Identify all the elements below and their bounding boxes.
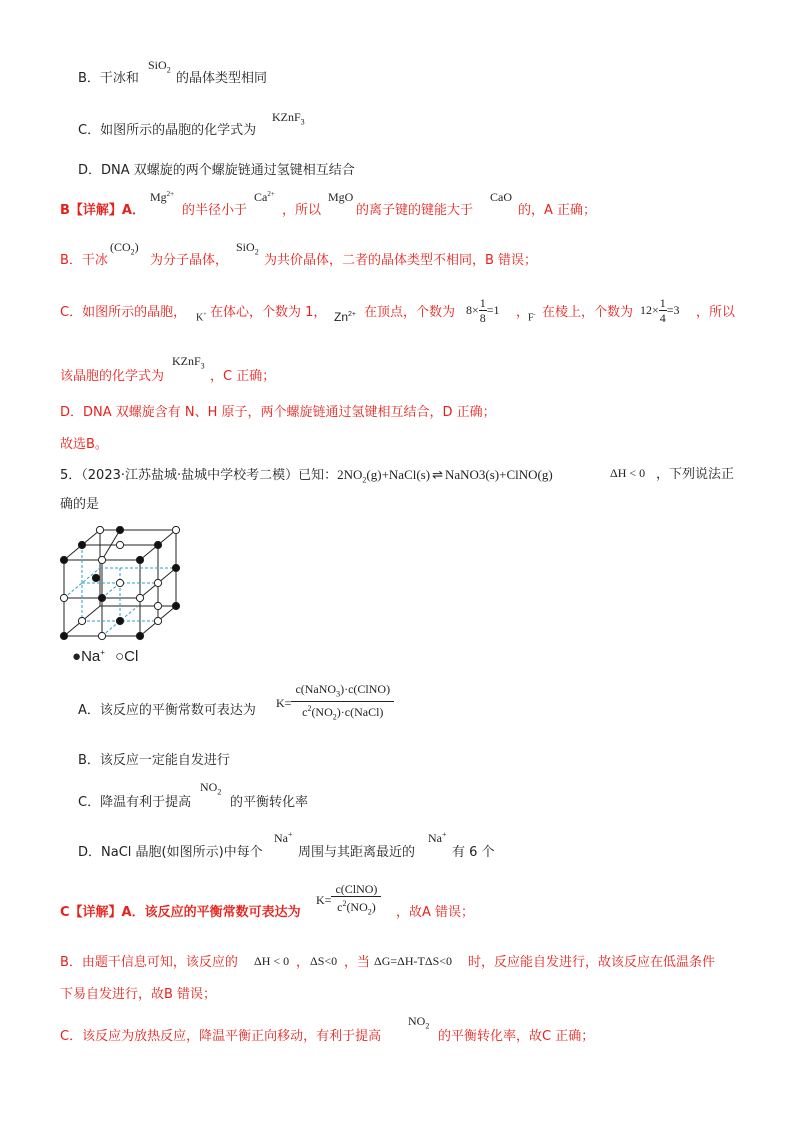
q5-option-d-na2: Na+ [428, 830, 447, 845]
solution-5-b-t2: ， [296, 955, 310, 970]
question-source: （2023·江苏盐城·盐城中学校考二模）已知： [81, 468, 338, 483]
co2-formula: $(CO_2)$ [110, 240, 139, 257]
q5-option-b: B．该反应一定能自发进行 [78, 753, 230, 768]
legend-cl-dot: ○ [115, 648, 125, 665]
answer-line-1 [60, 202, 145, 220]
solution-5-c: C．该反应为放热反应，降温平衡正向移动，有利于提高 [60, 1029, 382, 1044]
answer-1-t4: 的，A 正确； [518, 203, 597, 218]
option-b-tail: 的晶体类型相同 [176, 71, 268, 86]
question-5-tail: ，下列说法正 [656, 467, 735, 482]
q5-option-a-expression: K= $\frac{c(NaNO_3)\cdot c(ClNO)}{c^2(NO_2)\cdot c(NaCl)}$ [276, 682, 394, 725]
solution-5-c-tail: 的平衡转化率，故C 正确； [438, 1029, 595, 1044]
cao-formula: CaO [490, 190, 512, 204]
solution-5-b-line-2: 下易自发进行，故B 错误； [60, 987, 217, 1002]
delta-h: ΔH < 0 [610, 466, 646, 480]
answer-3b-t1: 该晶胞的化学式为 [60, 369, 165, 384]
equilibrium-arrow: ⇌ [432, 468, 443, 483]
solution-5-a: C【详解】A．该反应的平衡常数可表达为 [60, 905, 301, 920]
answer-conclusion: 故选B。 [60, 437, 108, 452]
option-d: D．DNA 双螺旋的两个螺旋链通过氢键相互结合 [78, 163, 355, 178]
ion-na [172, 564, 179, 571]
calc-zn: 8× $\frac{1}{8}$ =1 [466, 296, 500, 325]
solution-5-b: B．由题干信息可知，该反应的 [60, 955, 238, 970]
option-b-label: B．干冰和 [78, 71, 139, 86]
ion-cl [96, 526, 103, 533]
option-b [78, 70, 139, 88]
ion-cl [154, 579, 161, 586]
answer-1-t3: 的离子键的键能大于 [356, 203, 474, 218]
solution-5-b-t4: 时，反应能自发进行，故该反应在低温条件 [468, 955, 716, 970]
ion-cl [116, 579, 123, 586]
ion-na [116, 526, 123, 533]
answer-1-t1: 的半径小于 [182, 203, 248, 218]
figure-legend: ●Na+ ○Cl [72, 648, 139, 665]
ion-na [92, 574, 99, 581]
answer-lead: B【详解】A． [60, 203, 145, 218]
ion-na [98, 594, 105, 601]
q5-option-d-t3: 有 6 个 [452, 845, 495, 860]
answer-3-t5: 在棱上，个数为 [542, 305, 634, 320]
q5-option-d-na1: Na+ [274, 830, 293, 845]
answer-2-t1: B．干冰 [60, 253, 108, 268]
q5-option-a: A．该反应的平衡常数可表达为 [78, 703, 256, 718]
solution-5-b-t3: ，当 [344, 955, 371, 970]
q5-option-d-t2: 周围与其距离最近的 [298, 845, 416, 860]
zn-ion: $Zn^{2+}$ [334, 310, 356, 324]
answer-3b-t2: ，C 正确； [210, 369, 276, 384]
ion-cl [60, 594, 67, 601]
ion-cl [154, 602, 161, 609]
answer-2-t3: 为共价晶体，二者的晶体类型不相同，B 错误； [264, 253, 538, 268]
answer-2-t2: 为分子晶体， [150, 253, 229, 268]
ion-cl [116, 541, 123, 548]
ion-cl [136, 594, 143, 601]
question-number: 5． [60, 468, 82, 483]
solution-5-b-dg: ΔG=ΔH-TΔS<0 [374, 954, 453, 968]
q5-option-c-no2: $NO_2$ [200, 780, 222, 797]
calc-f: 12× $\frac{1}{4}$ =3 [640, 296, 680, 325]
ion-na [60, 556, 67, 563]
ion-na [154, 541, 161, 548]
solution-5-b-ds: ΔS<0 [310, 954, 338, 968]
question-5-line-1 [60, 466, 553, 490]
ion-cl [98, 556, 105, 563]
mgo-formula: MgO [328, 190, 354, 204]
equation-right: NaNO3(s)+ClNO(g) [444, 467, 553, 482]
ca-ion: $Ca^{2+}$ [254, 190, 275, 204]
ion-cl [98, 632, 105, 639]
question-5-line-2: 确的是 [60, 497, 100, 512]
k-ion: K+ [196, 312, 207, 324]
answer-3-t3: 在顶点，个数为 [364, 305, 456, 320]
answer-3-t1: C．如图所示的晶胞， [60, 305, 187, 320]
equation-left: $2NO_2(g)+NaCl(s)$ [337, 467, 431, 485]
q5-option-c-tail: 的平衡转化率 [230, 795, 309, 810]
mg-ion: $Mg^{2+}$ [150, 190, 175, 204]
option-c: C．如图所示的晶胞的化学式为 [78, 123, 257, 138]
answer-4: D．DNA 双螺旋含有 N、H 原子，两个螺旋链通过氢键相互结合，D 正确； [60, 405, 496, 420]
q5-option-c: C．降温有利于提高 [78, 795, 192, 810]
answer-1-t2: ，所以 [282, 203, 322, 218]
ion-cl [78, 617, 85, 624]
ion-na [136, 632, 143, 639]
q5-option-d: D．NaCl 晶胞(如图所示)中每个 [78, 845, 263, 860]
solution-5-b-dh: ΔH < 0 [254, 954, 290, 968]
solution-5-a-expression: K= $\frac{\text{c(ClNO)}}{c^2(NO_2)}$ [316, 882, 381, 919]
ion-na [78, 541, 85, 548]
answer-3-t2: 在体心，个数为 1， [210, 305, 327, 320]
solution-5-a-tail: ，故A 错误； [396, 905, 475, 920]
f-ion: F- [528, 312, 536, 324]
option-c-formula: KZnF$_3$ [272, 110, 305, 127]
kznf3-formula: KZnF$_3$ [172, 354, 205, 371]
ion-cl [172, 526, 179, 533]
ion-na [172, 602, 179, 609]
ion-na [136, 556, 143, 563]
ion-na [60, 632, 67, 639]
answer-3-t4: ， [516, 305, 530, 320]
sio2-formula: SiO$_2$ [236, 240, 259, 257]
ion-na [116, 617, 123, 624]
legend-na-dot: ● [72, 648, 82, 665]
solution-5-c-no2: $NO_2$ [408, 1014, 430, 1031]
option-b-formula: SiO$_2$ [148, 58, 171, 75]
answer-3-t6: ，所以 [696, 305, 736, 320]
ion-cl [154, 617, 161, 624]
